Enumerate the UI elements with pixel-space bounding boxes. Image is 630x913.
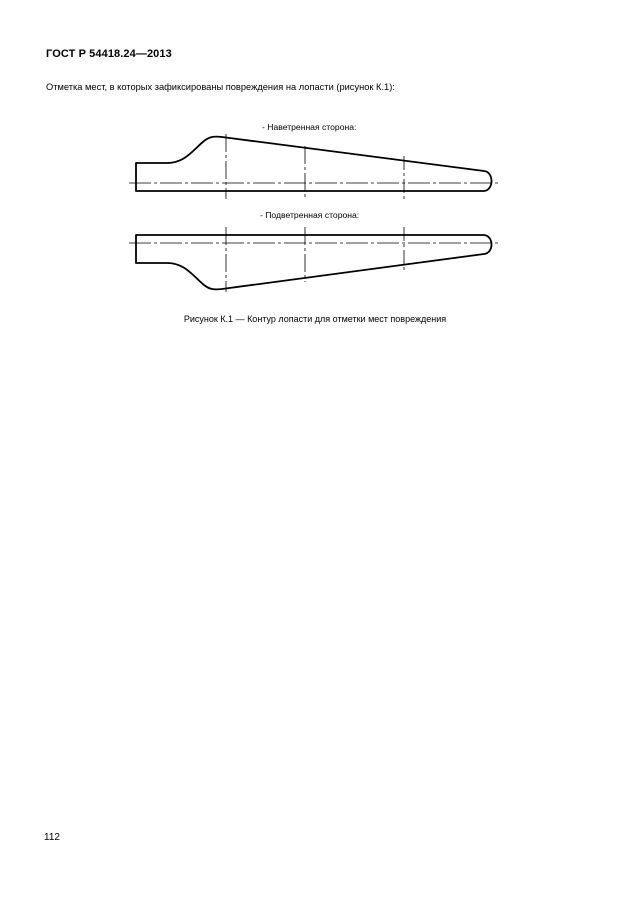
intro-paragraph: Отметка мест, в которых зафиксированы повреждения на лопасти (рисунок К.1):: [46, 82, 395, 92]
page-number: 112: [44, 832, 60, 843]
document-standard-header: ГОСТ Р 54418.24—2013: [46, 48, 172, 60]
leeward-blade-outline: [136, 235, 492, 289]
windward-side-label: - Наветренная сторона:: [262, 122, 357, 132]
leeward-side-label: - Подветренная сторона:: [260, 210, 360, 220]
figure-caption: Рисунок К.1 — Контур лопасти для отметки мест повреждения: [183, 314, 447, 324]
windward-blade-outline: [136, 137, 492, 191]
